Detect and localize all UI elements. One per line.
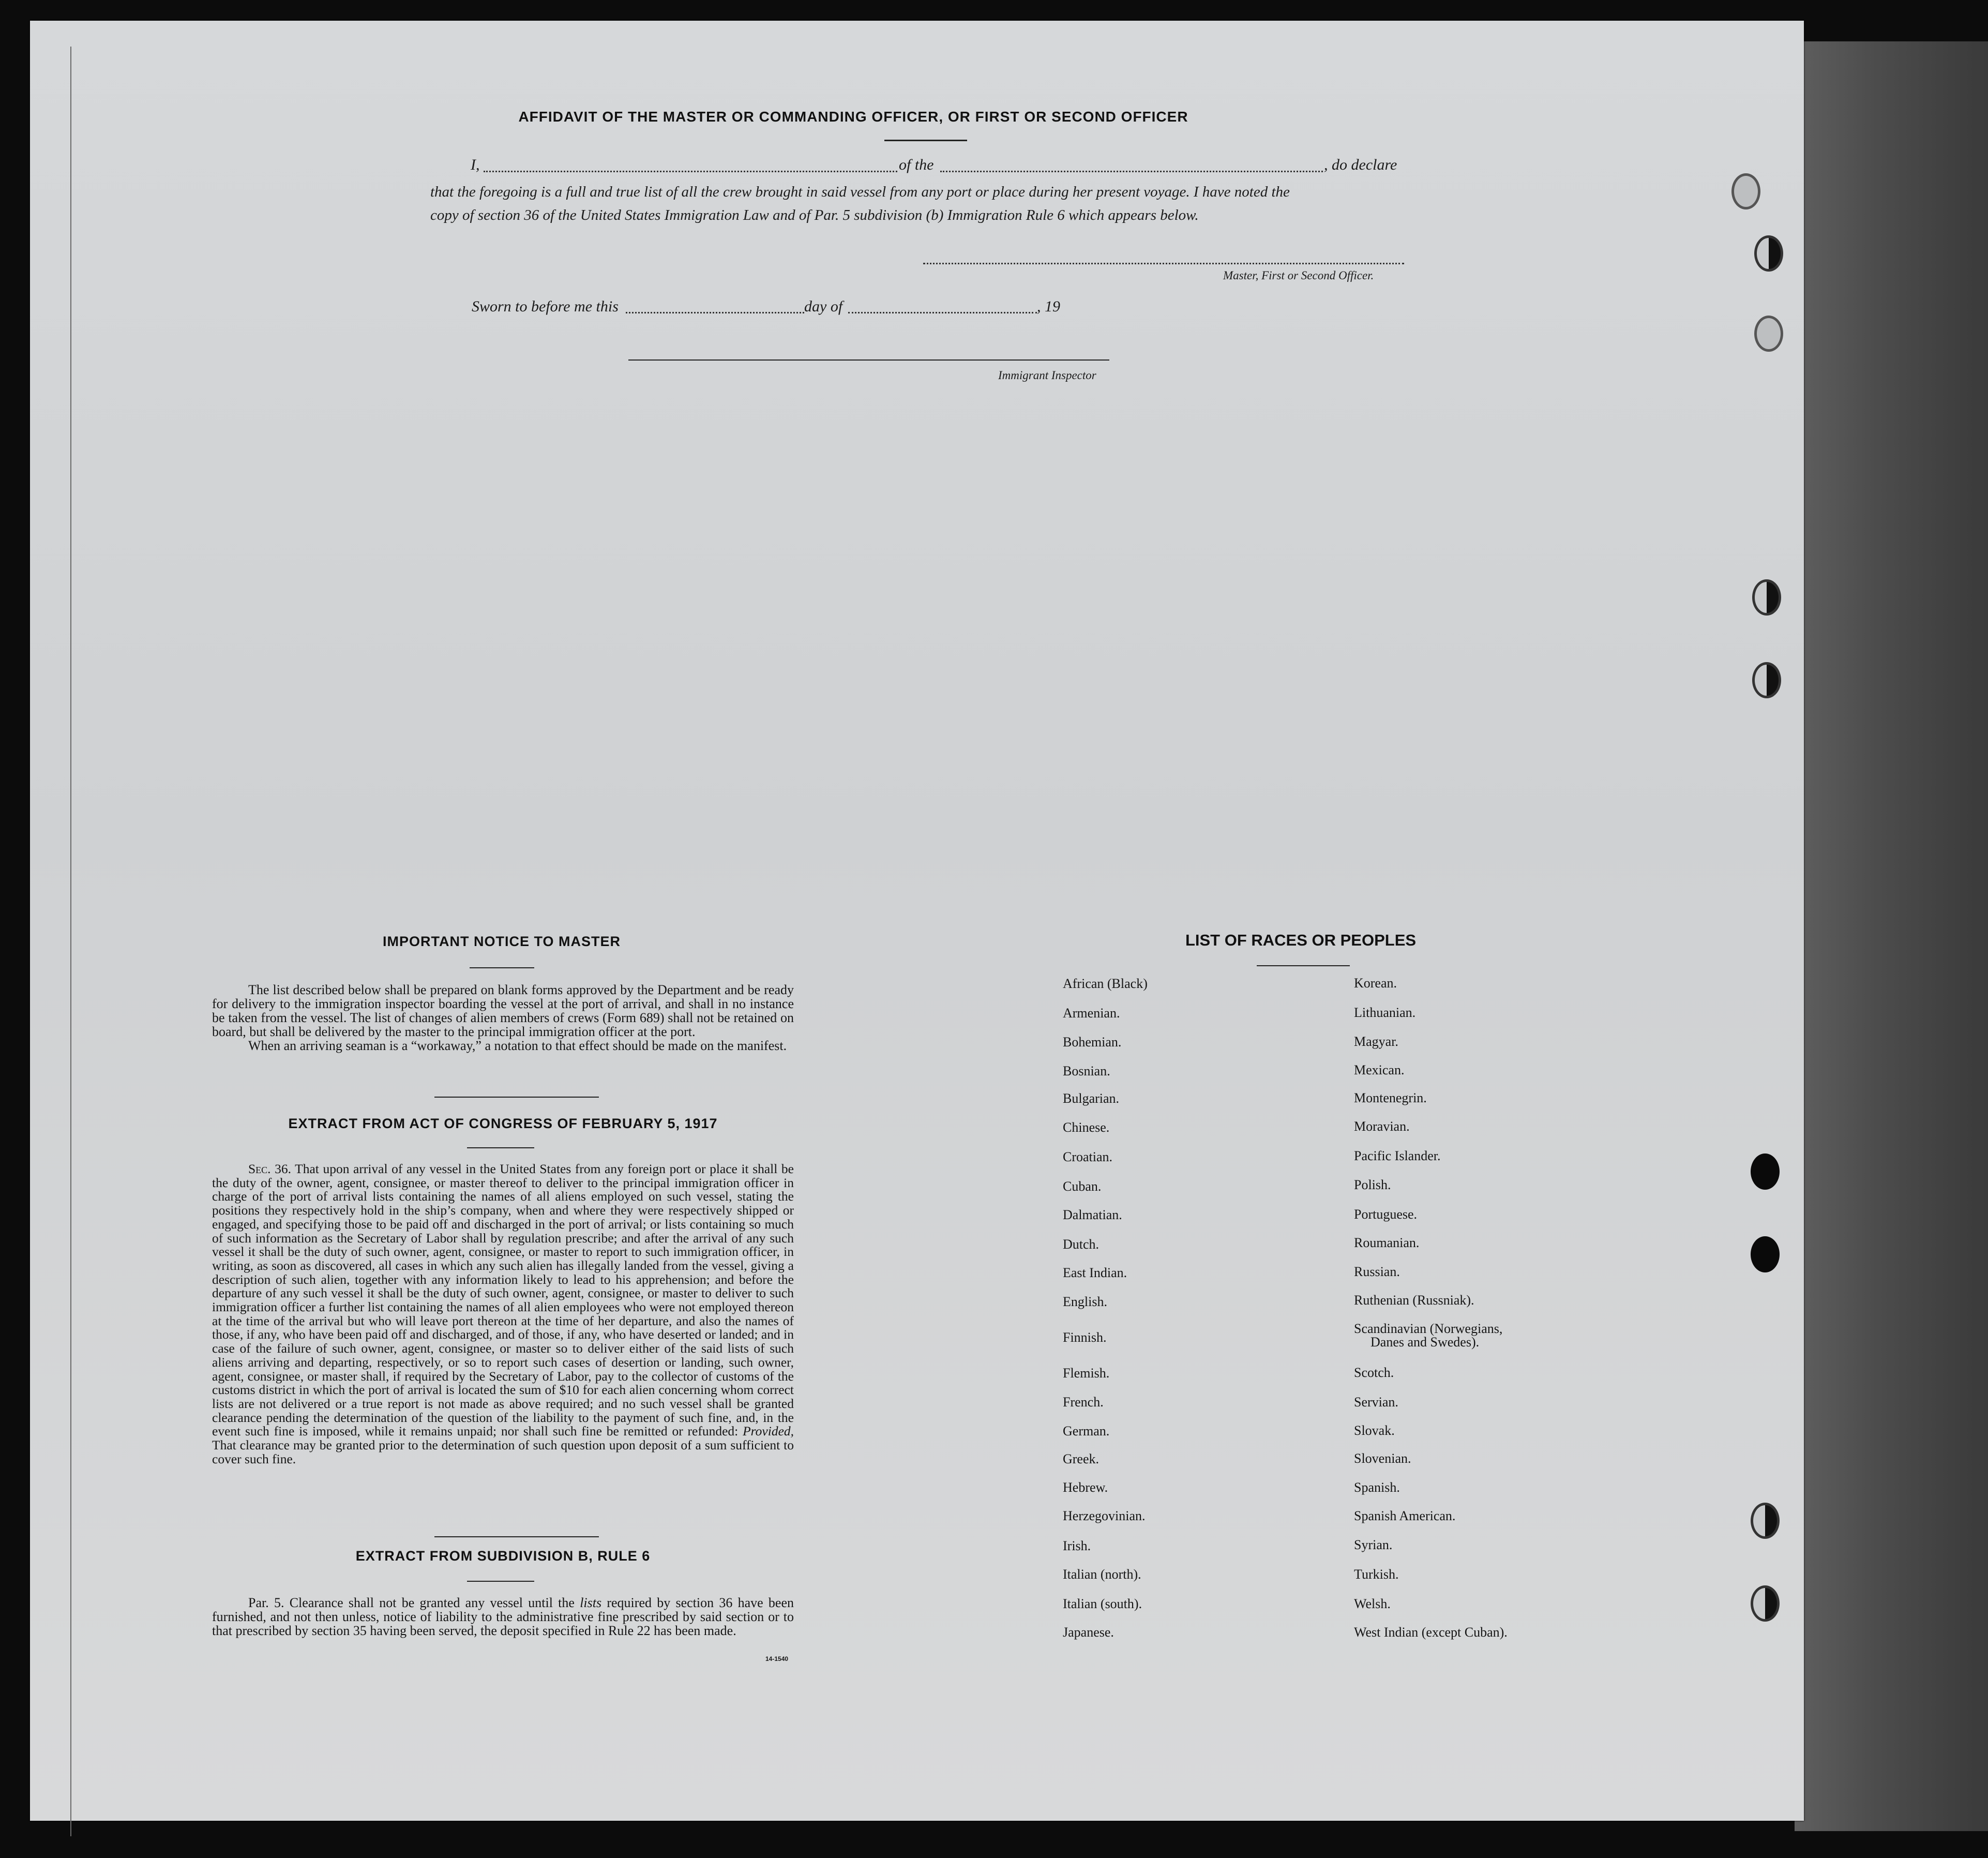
affidavit-line-3: copy of section 36 of the United States Immigration Law and of Par. 5 subdivision (b) Immigration Rule 6 which appears below. xyxy=(430,207,1199,223)
notice-underline xyxy=(470,967,534,968)
race-item: Polish. xyxy=(1354,1177,1391,1192)
binder-hole xyxy=(1754,235,1783,272)
section-divider xyxy=(434,1097,599,1098)
extract-act-text: That upon arrival of any vessel in the United States from any foreign port or place it shall be the duty of the owner, agent, consignee, or master thereof to deliver to the principal immigration officer in charge of the port of arrival lists containing the names of all aliens employed on such vessel, stating the positions they respectively hold in the ship’s company, when and where they were respectively shipped or engaged, and specifying those to be paid off and discharged in the port of arrival; or lists containing so much of such information as the Secretary of Labor shall by regulation prescribe; and after the arrival of any such vessel it shall be the duty of such owner, agent, consignee, or master to report to such immigration officer, in writing, as soon as discovered, all cases in which any such alien has illegally landed from the vessel, giving a description of such alien, together with any information likely to lead to his apprehension; and before the departure of any such vessel it shall be the duty of such owner, agent, consignee, or master to deliver to such immigration officer a further list containing the names of all alien employees who were not employed thereon at the time of the arrival but who will leave port thereon at the time of her departure, and also the names of those, if any, who have been paid off and discharged, and of those, if any, who have deserted or landed; and in case of the failure of such owner, agent, consignee, or master so to deliver either of the said lists of such aliens arriving and departing, respectively, or so to report such cases of desertion or landing, such owner, agent, consignee, or master shall, if required by the Secretary of Labor, pay to the collector of customs of the customs district in which the port of arrival is located the sum of $10 for each alien concerning whom correct lists are not delivered or a true report is not made as above required; and no such vessel shall be granted clearance pending the determination of the question of the liability to the payment of such fine, and, in the event such fine is imposed, while it remains unpaid; nor shall such fine be remitted or refunded: xyxy=(212,1161,794,1439)
margin-rule xyxy=(70,47,71,1836)
race-item: Spanish American. xyxy=(1354,1508,1456,1523)
race-item: Danes and Swedes). xyxy=(1370,1335,1480,1350)
inspector-label: Immigrant Inspector xyxy=(998,369,1096,382)
race-item: Magyar. xyxy=(1354,1034,1398,1049)
race-item: Roumanian. xyxy=(1354,1235,1420,1250)
race-item: Bohemian. xyxy=(1063,1035,1122,1050)
race-item: Servian. xyxy=(1354,1395,1398,1410)
extract-rule-text: Par. 5. Clearance shall not be granted any vessel until the xyxy=(248,1595,575,1610)
race-item: Portuguese. xyxy=(1354,1207,1418,1222)
race-item: Montenegrin. xyxy=(1354,1090,1427,1105)
affidavit-title: AFFIDAVIT OF THE MASTER OR COMMANDING OFFICER, OR FIRST OR SECOND OFFICER xyxy=(518,109,1188,125)
race-item: Moravian. xyxy=(1354,1119,1410,1134)
race-item: Greek. xyxy=(1063,1451,1100,1466)
sworn-day-field[interactable] xyxy=(626,312,804,313)
title-underline xyxy=(884,140,967,141)
binder-hole xyxy=(1752,579,1781,616)
race-item: Croatian. xyxy=(1063,1149,1113,1164)
page-shadow xyxy=(1795,41,1988,1831)
race-item: East Indian. xyxy=(1063,1265,1127,1280)
binder-hole xyxy=(1751,1153,1780,1190)
race-item: French. xyxy=(1063,1395,1104,1410)
race-item: Slovak. xyxy=(1354,1423,1395,1438)
race-item: Turkish. xyxy=(1354,1567,1399,1582)
race-item: Spanish. xyxy=(1354,1480,1400,1495)
sec-label: Sec. 36. xyxy=(248,1161,292,1176)
provided-label: Provided, xyxy=(743,1424,794,1439)
notice-title: IMPORTANT NOTICE TO MASTER xyxy=(383,934,621,949)
race-item: Dutch. xyxy=(1063,1237,1100,1252)
race-item: Scandinavian (Norwegians, xyxy=(1354,1321,1503,1336)
race-item: Armenian. xyxy=(1063,1006,1120,1021)
notice-body xyxy=(212,983,794,1053)
inspector-signature-line[interactable] xyxy=(628,359,1109,361)
race-item: Mexican. xyxy=(1354,1062,1405,1077)
binder-hole xyxy=(1754,316,1783,352)
race-item: German. xyxy=(1063,1424,1110,1439)
extract-act-text-end: That clearance may be granted prior to the determination of such question upon deposit of a sum sufficient to cover such fine. xyxy=(212,1437,794,1466)
extract-act-body xyxy=(212,1162,794,1466)
day-of-label: day of xyxy=(804,298,843,315)
race-item: English. xyxy=(1063,1294,1107,1309)
extract-rule-text-end: required by section 36 have been furnished, and not then unless, notice of liability to the administrative fine prescribed by said section or to that prescribed by section 35 having been served, the deposit specified in Rule 22 has been made. xyxy=(212,1595,794,1638)
binder-hole xyxy=(1752,662,1781,698)
race-item: Dalmatian. xyxy=(1063,1207,1122,1222)
extract-act-title: EXTRACT FROM ACT OF CONGRESS OF FEBRUARY 5, 1917 xyxy=(288,1116,718,1131)
races-title: LIST OF RACES OR PEOPLES xyxy=(1185,931,1417,949)
race-item: Slovenian. xyxy=(1354,1451,1411,1466)
year-label: , 19 xyxy=(1037,298,1060,315)
race-item: Japanese. xyxy=(1063,1625,1114,1640)
binder-hole xyxy=(1731,173,1760,209)
vessel-field[interactable] xyxy=(940,171,1323,172)
race-item: Bulgarian. xyxy=(1063,1091,1120,1106)
race-item: Hebrew. xyxy=(1063,1480,1108,1495)
binder-hole xyxy=(1751,1503,1780,1539)
races-underline xyxy=(1257,965,1350,966)
name-field[interactable] xyxy=(484,171,897,172)
master-signature-field[interactable] xyxy=(923,263,1404,264)
lists-word: lists xyxy=(580,1595,602,1610)
race-item: Italian (south). xyxy=(1063,1596,1142,1611)
race-item: Flemish. xyxy=(1063,1366,1110,1381)
race-item: Chinese. xyxy=(1063,1120,1110,1135)
race-item: Italian (north). xyxy=(1063,1567,1141,1582)
of-the-label: of the xyxy=(899,156,934,173)
notice-paragraph-1: The list described below shall be prepared on blank forms approved by the Department and be ready for delivery to the immigration inspector boarding the vessel at the port of arrival, and shall in no instance be taken from the vessel. The list of changes of alien members of crews (Form 689) shall not be retained on board, but shall be delivered by the master to the principal immigration officer at the port. xyxy=(212,982,794,1039)
notice-paragraph-2: When an arriving seaman is a “workaway,” a notation to that effect should be made on the manifest. xyxy=(248,1038,787,1053)
binder-hole xyxy=(1751,1585,1780,1622)
race-item: Irish. xyxy=(1063,1538,1091,1553)
extract-rule-body xyxy=(212,1596,794,1638)
race-item: Korean. xyxy=(1354,976,1397,991)
section-divider xyxy=(434,1536,599,1537)
race-item: Russian. xyxy=(1354,1264,1400,1279)
race-item: Welsh. xyxy=(1354,1596,1391,1611)
race-item: Scotch. xyxy=(1354,1365,1394,1380)
binder-hole xyxy=(1751,1236,1780,1272)
race-item: Ruthenian (Russniak). xyxy=(1354,1293,1474,1308)
do-declare-label: , do declare xyxy=(1324,156,1397,173)
race-item: Herzegovinian. xyxy=(1063,1508,1146,1523)
race-item: Syrian. xyxy=(1354,1537,1393,1552)
race-item: African (Black) xyxy=(1063,976,1148,991)
extract-act-underline xyxy=(467,1147,534,1148)
master-signature-label: Master, First or Second Officer. xyxy=(1223,269,1374,282)
race-item: Lithuanian. xyxy=(1354,1005,1416,1020)
form-number: 14-1540 xyxy=(765,1655,789,1662)
extract-rule-title: EXTRACT FROM SUBDIVISION B, RULE 6 xyxy=(355,1548,651,1564)
race-item: Finnish. xyxy=(1063,1330,1107,1345)
i-label: I, xyxy=(471,156,480,173)
extract-rule-underline xyxy=(467,1581,534,1582)
race-item: Pacific Islander. xyxy=(1354,1148,1441,1163)
race-item: Cuban. xyxy=(1063,1179,1102,1194)
race-item: Bosnian. xyxy=(1063,1063,1110,1078)
sworn-label: Sworn to before me this xyxy=(472,298,619,315)
sworn-month-field[interactable] xyxy=(848,312,1037,313)
race-item: West Indian (except Cuban). xyxy=(1354,1625,1508,1640)
affidavit-line-2: that the foregoing is a full and true list of all the crew brought in said vessel from any port or place during her present voyage. I have noted the xyxy=(430,184,1290,200)
